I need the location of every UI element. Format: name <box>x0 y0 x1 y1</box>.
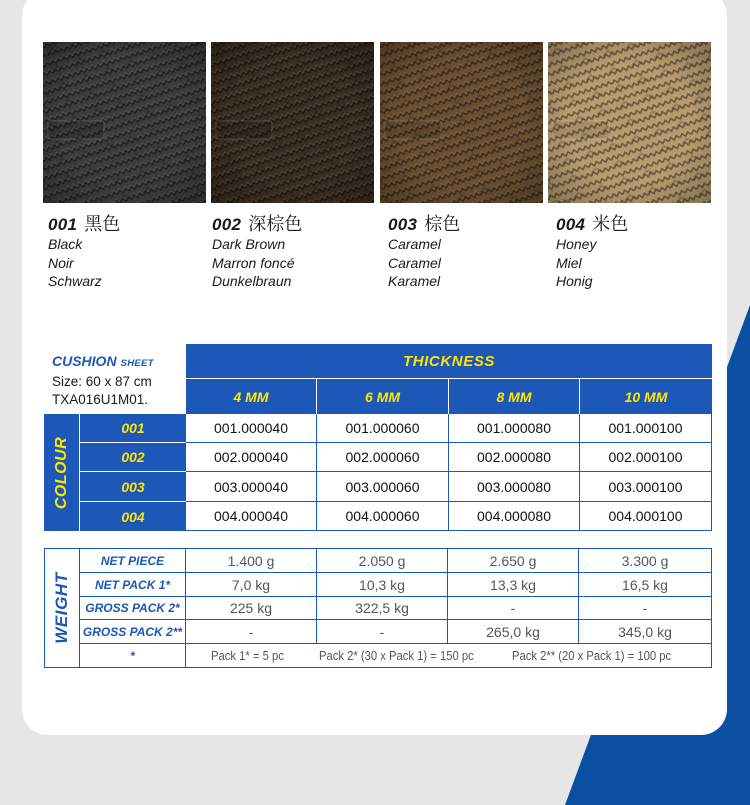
weight-value-cell: 345,0 kg <box>579 620 711 644</box>
colour-name-english: Caramel <box>388 236 441 252</box>
weight-value-cell: 1.400 g <box>186 549 317 573</box>
article-code-cell: 001.000100 <box>580 414 712 443</box>
article-code-cell: 004.000060 <box>317 502 449 531</box>
article-code-cell: 003.000060 <box>317 472 449 502</box>
swatch-texture <box>43 42 206 203</box>
colour-code: 002 <box>212 215 242 234</box>
swatch-label-003 <box>388 213 460 291</box>
colour-row-label: 002 <box>80 443 186 472</box>
colour-name-english: Black <box>48 236 83 252</box>
weight-row-label: GROSS PACK 2** <box>80 620 186 644</box>
footnote-pack-2-alt: Pack 2** (20 x Pack 1) = 100 pc <box>512 648 672 663</box>
article-code-cell: 003.000040 <box>186 472 317 502</box>
thickness-column-header: 8 MM <box>449 379 580 414</box>
swatch-label-001 <box>48 213 120 291</box>
weight-axis-text: WEIGHT <box>52 572 71 644</box>
colour-row-label: 001 <box>80 414 186 443</box>
colour-name-chinese: 棕色 <box>424 214 461 234</box>
swatch-title <box>212 213 302 235</box>
weight-value-cell: 322,5 kg <box>317 597 448 620</box>
colour-name-german: Karamel <box>388 273 441 289</box>
colour-code: 001 <box>48 215 78 234</box>
thickness-column-header: 4 MM <box>186 379 317 414</box>
article-code-table <box>44 344 712 531</box>
colour-name-english: Honey <box>556 236 597 252</box>
swatch-label-002 <box>212 213 302 291</box>
swatch-003 <box>380 42 543 203</box>
weight-value-cell: - <box>317 620 448 644</box>
product-reference: TXA016U1M01. <box>52 392 149 407</box>
weight-row-label: NET PIECE <box>80 549 186 573</box>
swatch-texture <box>211 42 374 203</box>
weight-value-cell: 3.300 g <box>579 549 711 573</box>
colour-name-german: Honig <box>556 273 593 289</box>
product-name: CUSHION <box>52 353 117 369</box>
swatch-002 <box>211 42 374 203</box>
colour-name-french: Marron foncé <box>212 254 295 271</box>
weight-table <box>44 548 712 668</box>
colour-name-chinese: 深棕色 <box>248 214 303 234</box>
swatch-texture <box>380 42 543 203</box>
product-title <box>52 352 186 373</box>
colour-row-label: 003 <box>80 472 186 502</box>
product-name-suffix: SHEET <box>120 358 154 369</box>
product-size: Size: 60 x 87 cm <box>52 374 152 389</box>
weight-value-cell: 2.050 g <box>317 549 448 573</box>
weight-value-cell: 16,5 kg <box>579 573 711 597</box>
colour-name-chinese: 黑色 <box>84 214 121 234</box>
product-info <box>44 344 186 414</box>
weight-axis-label <box>45 549 80 667</box>
swatch-title <box>556 213 628 235</box>
article-code-cell: 004.000100 <box>580 502 712 531</box>
article-code-cell: 001.000040 <box>186 414 317 443</box>
article-code-cell: 004.000040 <box>186 502 317 531</box>
colour-name-german: Dunkelbraun <box>212 273 292 289</box>
weight-value-cell: 7,0 kg <box>186 573 317 597</box>
thickness-header: THICKNESS <box>186 344 712 379</box>
thickness-column-header: 10 MM <box>580 379 712 414</box>
swatch-title <box>388 213 460 235</box>
pack-footnotes <box>186 644 711 667</box>
colour-name-english: Dark Brown <box>212 236 286 252</box>
colour-name-french: Caramel <box>388 254 441 271</box>
swatch-texture <box>548 42 711 203</box>
colour-name-chinese: 米色 <box>592 214 629 234</box>
weight-value-cell: - <box>186 620 317 644</box>
footnote-marker: * <box>80 644 186 667</box>
article-code-cell: 001.000060 <box>317 414 449 443</box>
article-code-cell: 002.000040 <box>186 443 317 472</box>
weight-value-cell: 2.650 g <box>448 549 579 573</box>
article-code-cell: 003.000080 <box>449 472 580 502</box>
colour-code: 003 <box>388 215 418 234</box>
colour-row-label: 004 <box>80 502 186 531</box>
footnote-pack-2: Pack 2* (30 x Pack 1) = 150 pc <box>319 648 474 663</box>
weight-row-label: NET PACK 1* <box>80 573 186 597</box>
article-code-cell: 002.000080 <box>449 443 580 472</box>
weight-value-cell: 225 kg <box>186 597 317 620</box>
thickness-column-header: 6 MM <box>317 379 449 414</box>
weight-value-cell: 13,3 kg <box>448 573 579 597</box>
swatch-001 <box>43 42 206 203</box>
colour-name-german: Schwarz <box>48 273 102 289</box>
colour-axis-label <box>44 414 80 531</box>
weight-value-cell: - <box>579 597 711 620</box>
weight-value-cell: - <box>448 597 579 620</box>
swatch-004 <box>548 42 711 203</box>
weight-value-cell: 10,3 kg <box>317 573 448 597</box>
swatch-label-004 <box>556 213 628 291</box>
colour-name-french: Miel <box>556 254 582 271</box>
footnote-pack-1: Pack 1* = 5 pc <box>211 648 284 663</box>
swatch-title <box>48 213 120 235</box>
weight-row-label: GROSS PACK 2* <box>80 597 186 620</box>
article-code-cell: 003.000100 <box>580 472 712 502</box>
colour-name-french: Noir <box>48 254 74 271</box>
weight-value-cell: 265,0 kg <box>448 620 579 644</box>
article-code-cell: 002.000100 <box>580 443 712 472</box>
colour-code: 004 <box>556 215 586 234</box>
colour-axis-text: COLOUR <box>52 436 70 509</box>
article-code-cell: 001.000080 <box>449 414 580 443</box>
article-code-cell: 004.000080 <box>449 502 580 531</box>
article-code-cell: 002.000060 <box>317 443 449 472</box>
